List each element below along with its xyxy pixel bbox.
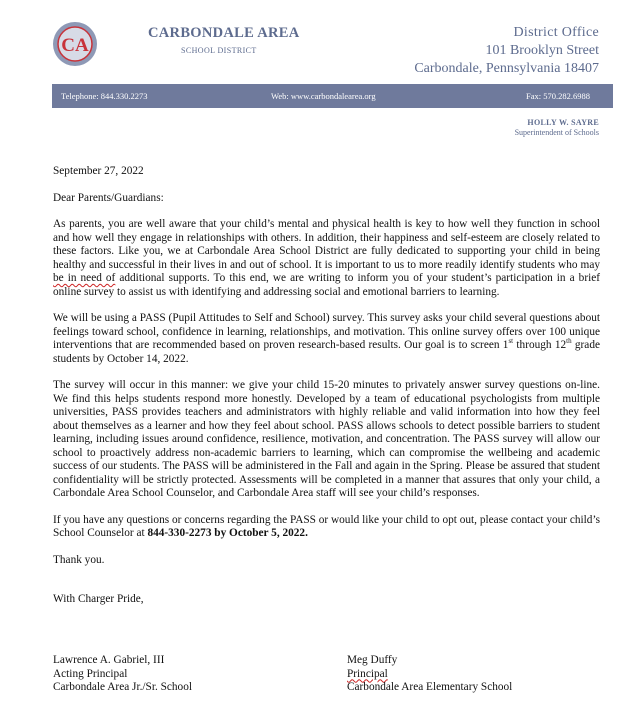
p2-text-a: We will be using a PASS (Pupil Attitudes to Self and School) survey. This survey asks your child several questions about feelings toward school, confidence in learning, relationships, and motivation. This online survey offers over 100 unique interventions that are recommended based on proven research-based results. Our goal is to screen 1 — [53, 312, 600, 351]
signature-left — [53, 654, 192, 695]
telephone-text: Telephone: 844.330.2273 — [61, 91, 148, 101]
p1-text-a: As parents, you are well aware that your child’s mental and physical health is key to how well they function in school and how well they engage in relationships with others. In addition, their happiness and self-esteem are closely related to these factors. Like you, we at Carbondale Area School District are fully dedicated to supporting your child in being healthy and successful in their lives in and out of school. It is important to us to more readily identify students who may — [53, 218, 600, 271]
p1-flagged-phrase: be in need of — [53, 272, 116, 284]
right-signer-title: Principal — [347, 667, 388, 680]
p1-text-b: additional supports. To this end, we are writing to inform you of your student’s participation in a brief online survey to assist us with identifying and addressing social and emotional barriers to learning. — [53, 272, 600, 298]
office-title: District Office — [513, 25, 599, 40]
contact-banner — [52, 84, 613, 108]
superintendent-title: Superintendent of Schools — [514, 128, 599, 137]
p2-text-b: through 12 — [513, 339, 567, 351]
closing-line: With Charger Pride, — [53, 593, 144, 605]
paragraph-4 — [53, 514, 600, 541]
district-logo — [52, 21, 98, 67]
org-subtitle: SCHOOL DISTRICT — [181, 46, 257, 55]
superintendent-block — [515, 118, 599, 138]
p2-sup-2: th — [566, 337, 572, 346]
letter-date: September 27, 2022 — [53, 165, 144, 177]
paragraph-2 — [53, 312, 600, 366]
p4-bold-contact: 844-330-2273 by October 5, 2022. — [147, 527, 308, 539]
office-city: Carbondale, Pennsylvania 18407 — [414, 61, 599, 76]
letter-body — [53, 165, 600, 607]
p2-sup-1: st — [508, 337, 514, 346]
paragraph-1 — [53, 218, 600, 299]
signature-right — [347, 654, 512, 695]
left-signer-school: Carbondale Area Jr./Sr. School — [53, 681, 192, 693]
left-signer-title: Acting Principal — [53, 667, 128, 680]
right-signer-name: Meg Duffy — [347, 654, 398, 666]
carbondale-ca-logo-icon — [52, 21, 98, 67]
right-signer-school: Carbondale Area Elementary School — [347, 681, 513, 693]
p2-text-c: grade students by October 14, 2022. — [53, 339, 600, 365]
logo-letters: CA — [61, 35, 89, 56]
paragraph-3: The survey will occur in this manner: we give your child 15-20 minutes to privately answer survey questions on-line. We find this helps students respond more honestly. Developed by a team of educational psychologists from multiple universities, PASS provides teachers and administrators with highly reliable and valid information into how they feel about themselves as a learner and how they feel about school. PASS allows schools to detect possible barriers to student learning, including issues around confidence, resilience, motivation, and concentration. The PASS survey will allow our school to proactively address non-academic barriers to learning, which can compromise the wellbeing and academic success of our students. The PASS will be administered in the Fall and again in the Spring. Please be assured that student confidentiality will be strictly protected. Assessments will be completed in a manner that assures that only your child, a Carbondale Area School Counselor, and Carbondale Area staff will see your child’s responses. — [53, 379, 600, 499]
district-office-address — [414, 24, 599, 78]
fax-text: Fax: 570.282.6988 — [526, 91, 590, 101]
letter-greeting: Dear Parents/Guardians: — [53, 191, 164, 204]
left-signer-name: Lawrence A. Gabriel, III — [53, 654, 165, 666]
superintendent-name: HOLLY W. SAYRE — [527, 118, 599, 127]
office-street: 101 Brooklyn Street — [485, 43, 599, 58]
p4-text-a: If you have any questions or concerns regarding the PASS or would like your child to opt out, please contact your child’s School Counselor at — [53, 513, 600, 539]
thank-you: Thank you. — [53, 553, 105, 566]
web-text: Web: www.carbondalearea.org — [271, 91, 376, 101]
org-name: CARBONDALE AREA — [148, 25, 300, 41]
